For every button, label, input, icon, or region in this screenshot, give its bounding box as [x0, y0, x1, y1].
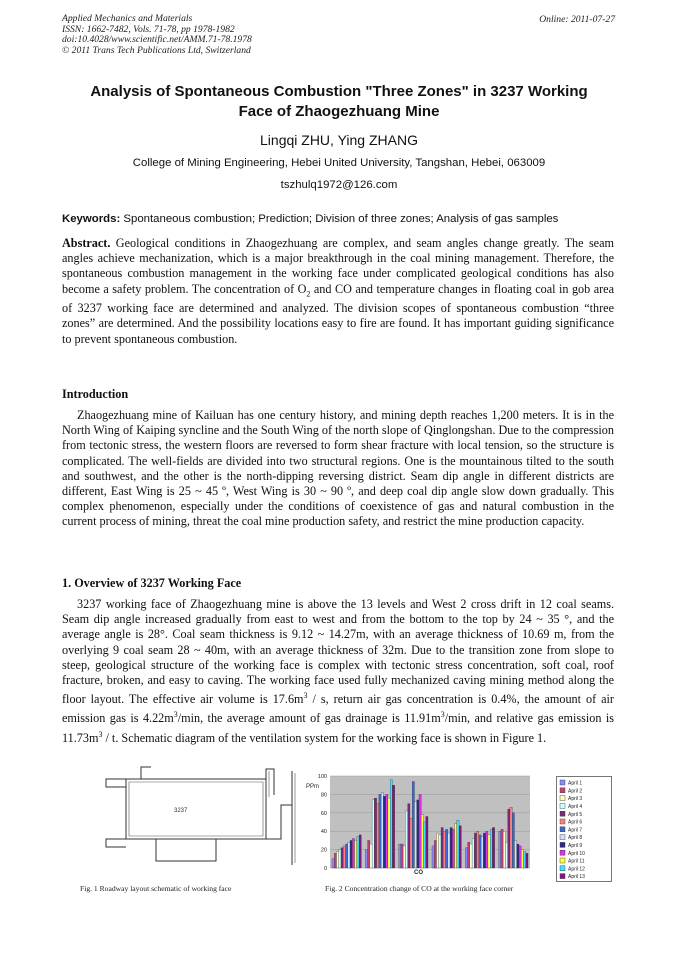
bar	[412, 782, 414, 868]
bar	[523, 851, 525, 868]
authors: Lingqi ZHU, Ying ZHANG	[260, 132, 418, 148]
title-line-1: Analysis of Spontaneous Combustion "Three Zones" in 3237 Working	[90, 83, 588, 100]
legend-swatch	[560, 819, 565, 824]
bar	[483, 833, 485, 868]
legend-swatch	[560, 835, 565, 840]
abstract-text-1: Geological conditions in Zhaogezhuang are complex, and seam angles change greatly. The seam angles achieve mechanization, which is a major breakthrough in the coal mining management. Therefore, the spontaneous combustion management in the working face under complicated geological conditions has also become a safety problem. The concentration of O	[62, 236, 614, 296]
bar	[370, 844, 372, 868]
journal-header	[62, 14, 252, 56]
bar	[368, 840, 370, 868]
x-axis-label: CO	[414, 870, 423, 876]
roadway-right-shaft	[266, 805, 292, 865]
bar	[355, 840, 357, 868]
bar	[386, 794, 388, 868]
bar	[508, 809, 510, 868]
legend-swatch	[560, 788, 565, 793]
bar	[359, 835, 361, 868]
introduction-heading: Introduction	[62, 387, 129, 401]
legend-label: April 5	[568, 811, 583, 818]
s1-text-d: /min, and relative gas emission is 11.73m	[62, 711, 614, 745]
bar	[490, 829, 492, 868]
bar	[339, 850, 341, 868]
bar	[510, 807, 512, 868]
bar	[446, 829, 448, 868]
bar	[334, 853, 336, 868]
bar	[443, 831, 445, 868]
section-1-paragraph	[62, 597, 614, 746]
figure-1-caption: Fig. 1 Roadway layout schematic of working face	[80, 884, 232, 893]
figure-2-co-chart	[304, 770, 554, 876]
bar	[437, 833, 439, 868]
figure-2-legend	[556, 776, 612, 882]
bar	[439, 835, 441, 868]
bar	[432, 846, 434, 868]
roadway-top-stub	[141, 767, 151, 779]
bar	[474, 833, 476, 868]
y-tick-label: 20	[320, 847, 327, 854]
bar	[512, 813, 514, 868]
legend-label: April 4	[568, 804, 583, 810]
bar	[465, 848, 467, 868]
section-1-heading: 1. Overview of 3237 Working Face	[62, 576, 242, 590]
legend-label: April 1	[568, 780, 583, 787]
bar	[401, 844, 403, 868]
s1-text-c: /min, the average amount of gas drainage is 11.91m	[177, 711, 441, 726]
bar	[408, 804, 410, 868]
bar	[514, 840, 516, 868]
bar	[365, 850, 367, 868]
bar	[455, 824, 457, 868]
y-tick-label: 60	[320, 810, 327, 817]
affiliation: College of Mining Engineering, Hebei United University, Tangshan, Hebei, 063009	[132, 157, 546, 169]
bar	[337, 851, 339, 868]
y-axis-label: PPm	[306, 784, 320, 790]
bar	[374, 798, 376, 868]
copyright-line: © 2011 Trans Tech Publications Ltd, Switzerland	[62, 44, 251, 56]
legend-swatch	[560, 827, 565, 832]
abstract-label: Abstract.	[62, 236, 111, 250]
abstract	[62, 236, 614, 347]
figure-1-roadway-schematic	[96, 765, 308, 880]
s1-sup-3: 3	[440, 710, 445, 720]
bar	[426, 816, 428, 868]
bar	[392, 785, 394, 868]
abstract-text-2: and CO and temperature changes in floating coal in gob area of 3237 working face are determined and analyzed. The division scopes of spontaneous combustion “three zones” are determined. And the possibility locations easy to fire are found. It has important guiding significance to prevent spontaneous combustion.	[62, 281, 614, 346]
bar	[503, 831, 505, 868]
legend-swatch	[560, 874, 565, 879]
legend-label: April 8	[568, 835, 583, 842]
bar	[448, 833, 450, 868]
roadway-lower-left	[106, 839, 126, 847]
bar	[403, 846, 405, 868]
bar	[434, 840, 436, 868]
legend-swatch	[560, 796, 565, 801]
y-tick-label: 0	[323, 866, 327, 872]
legend-label: April 3	[568, 796, 583, 803]
legend-swatch	[560, 842, 565, 847]
roadway-double-lines	[129, 771, 295, 863]
keywords	[62, 213, 616, 225]
title-line-2: Face of Zhaogezhuang Mine	[238, 103, 440, 120]
bar	[517, 844, 519, 868]
s1-text-b: / s, return air gas concentration is 0.4%, the amount of air emission gas is 4.22m	[62, 692, 614, 726]
bar	[519, 846, 521, 868]
bar	[388, 798, 390, 868]
legend-swatch	[560, 780, 565, 785]
bar	[423, 822, 425, 868]
bar	[470, 844, 472, 868]
bar	[441, 828, 443, 868]
bar	[421, 815, 423, 868]
legend-swatch	[560, 850, 565, 855]
bar	[450, 828, 452, 868]
bar	[379, 794, 381, 868]
bar	[414, 802, 416, 868]
legend-label: April 6	[568, 819, 583, 826]
legend-label: April 2	[568, 788, 583, 795]
bar	[488, 835, 490, 868]
roadway-bottom-loop	[156, 839, 216, 861]
y-tick-label: 80	[320, 792, 327, 799]
bar	[499, 831, 501, 868]
bar	[477, 831, 479, 868]
bar	[352, 839, 354, 868]
y-tick-labels	[318, 774, 327, 872]
online-date: Online: 2011-07-27	[539, 14, 615, 25]
bar	[405, 811, 407, 868]
bar	[479, 835, 481, 868]
s1-text-e: / t. Schematic diagram of the ventilation system for the working face is shown in Figure 1.	[102, 730, 547, 745]
bar	[417, 800, 419, 868]
bar	[341, 848, 343, 868]
legend-swatch	[560, 866, 565, 871]
keywords-text: Spontaneous combustion; Prediction; Division of three zones; Analysis of gas samples	[120, 213, 559, 225]
bar	[381, 793, 383, 868]
bar	[481, 837, 483, 868]
y-tick-label: 40	[320, 829, 327, 836]
s1-sup-1: 3	[303, 691, 308, 701]
legend-swatch	[560, 811, 565, 816]
legend-swatch	[560, 803, 565, 808]
bar	[357, 837, 359, 868]
bar	[377, 804, 379, 868]
legend-label: April 9	[568, 843, 583, 849]
legend-label: April 10	[568, 850, 585, 857]
legend-label: April 7	[568, 827, 583, 834]
bar	[383, 796, 385, 868]
y-tick-label: 100	[317, 774, 327, 780]
bar	[457, 820, 459, 868]
bar	[332, 859, 334, 868]
legend-swatch	[560, 858, 565, 863]
figure-2-caption: Fig. 2 Concentration change of CO at the working face corner	[325, 884, 514, 893]
author-email: tszhulq1972@126.com	[280, 179, 398, 191]
bar	[346, 844, 348, 868]
bar	[468, 842, 470, 868]
bar	[526, 853, 528, 868]
legend-label: April 12	[568, 866, 585, 873]
bar	[410, 818, 412, 868]
bar	[343, 846, 345, 868]
s1-text-a: 3237 working face of Zhaogezhuang mine is above the 13 levels and West 2 cross drift in 12 coal seams. Seam dip angle increased gradually from east to west and from the bottom to the top by 24 ~ 35 °, and the average angle is 28°. Coal seam thickness is 9.12 ~ 14.27m, with an average thickness of 10.69 m, from the overlying 9 coal seam 28 ~ 40m, with an average thickness of 32m. Due to the transition zone from slope to steep, geological structure of the working face is complex with tectonic stress concentration, soft coal, roof fracture, broken, and easy to caving. The working face used fully mechanized caving mining method along the floor layout. The effective air volume is 17.6m	[62, 597, 614, 707]
bar	[452, 829, 454, 868]
s1-sup-2: 3	[173, 710, 178, 720]
paper-title	[62, 82, 616, 122]
bar	[399, 844, 401, 868]
bar	[419, 794, 421, 868]
bar	[390, 780, 392, 868]
bar	[348, 842, 350, 868]
roadway-upper-right	[266, 769, 274, 795]
bar	[492, 828, 494, 868]
introduction-paragraph: Zhaogezhuang mine of Kailuan has one century history, and mining depth reaches 1,200 meters. It is in the North Wing of Kaiping syncline and the South Wing of the north slope of Qinglongshan. Due to the compression from tectonic stress, the western floors are reversed to form shear fracture with local tension, so the structure is complicated. The well-fields are divided into two structural regions. One is the mountainous tilted to the south and southwest, and the other is the north-dipping reversing district. Seam dip angle in different districts are different, East Wing is 25 ~ 45 º, West Wing is 30 ~ 90 º, and deep coal dip angle slow down gradually. This complex phenomenon, especially under the conditions of coexistence of gas and natural combustion in the current process of mining, threat the coal mine production safety, and restrict the mine production capacity.	[62, 408, 614, 529]
bar	[486, 831, 488, 868]
bar	[350, 840, 352, 868]
bar	[372, 800, 374, 868]
doi-line: doi:10.4028/www.scientific.net/AMM.71-78.1978	[62, 34, 252, 46]
bar	[459, 826, 461, 868]
keywords-label: Keywords:	[62, 213, 121, 225]
abstract-subscript: 2	[306, 289, 311, 299]
s1-sup-4: 3	[98, 729, 103, 739]
bar	[505, 842, 507, 868]
legend-label: April 13	[568, 874, 585, 881]
journal-name: Applied Mechanics and Materials	[62, 13, 193, 24]
bar	[501, 829, 503, 868]
roadway-upper-left	[106, 779, 126, 787]
roadway-outline	[126, 779, 266, 839]
legend-label: April 11	[568, 858, 585, 865]
bar	[472, 839, 474, 868]
working-face-label: 3237	[174, 808, 188, 814]
issn-line: ISSN: 1662-7482, Vols. 71-78, pp 1978-1982	[62, 23, 235, 35]
bar	[521, 850, 523, 868]
